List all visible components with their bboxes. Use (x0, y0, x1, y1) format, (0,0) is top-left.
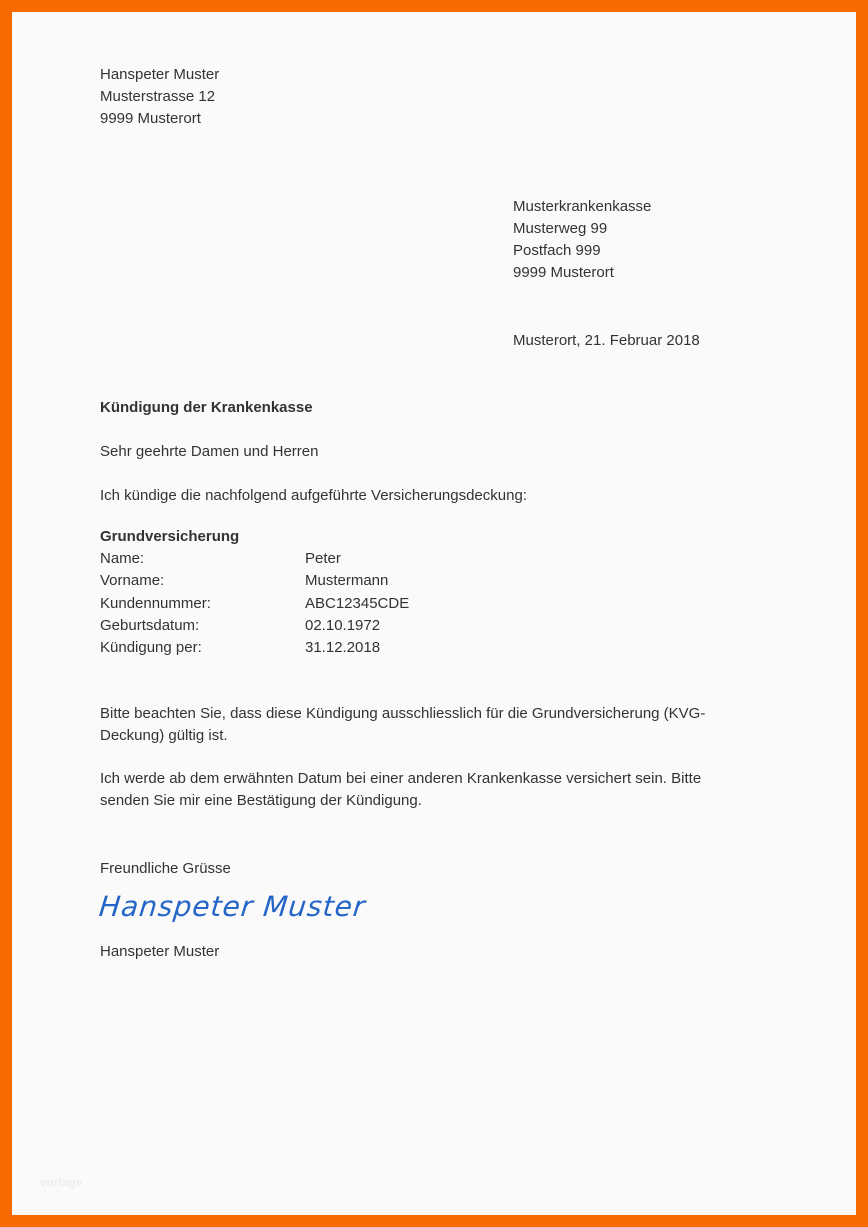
paragraph-confirmation-request: Ich werde ab dem erwähnten Datum bei einer anderen Krankenkasse versichert sein. Bitte senden Sie mir eine Bestätigung der Kündigung. (100, 770, 702, 809)
policy-value: Mustermann (305, 572, 389, 590)
recipient-city: 9999 Musterort (513, 264, 614, 281)
policy-value: ABC12345CDE (305, 594, 410, 612)
paragraph-kvg-note: Bitte beachten Sie, dass diese Kündigung ausschliesslich für die Grundversicherung (KVG-Deckung) gültig ist. (100, 705, 706, 744)
policy-label: Kündigung per: (100, 639, 202, 657)
closing-line: Freundliche Grüsse (100, 860, 231, 877)
salutation: Sehr geehrte Damen und Herren (100, 443, 319, 460)
policy-label: Geburtsdatum: (100, 616, 200, 634)
date-line: Musterort, 21. Februar 2018 (513, 332, 700, 349)
typed-signature-name: Hanspeter Muster (100, 943, 220, 960)
policy-row-kundennummer (100, 593, 409, 615)
intro-sentence: Ich kündige die nachfolgend aufgeführte Versicherungsdeckung: (100, 487, 527, 504)
policy-label: Kundennummer: (100, 594, 211, 612)
policy-value: 02.10.1972 (305, 616, 381, 634)
watermark-text: vorlage (40, 1177, 83, 1189)
recipient-street: Musterweg 99 (513, 220, 608, 237)
recipient-name: Musterkrankenkasse (513, 198, 652, 215)
sender-name: Hanspeter Muster (100, 66, 220, 83)
policy-row-vorname (100, 570, 409, 592)
policy-details-block (100, 526, 409, 659)
policy-value: Peter (305, 550, 341, 567)
recipient-address-block (513, 196, 651, 284)
handwritten-signature: Hanspeter Muster (97, 890, 368, 923)
sender-street: Musterstrasse 12 (100, 88, 216, 105)
policy-heading: Grundversicherung (100, 528, 240, 545)
policy-row-geburtsdatum (100, 615, 409, 637)
subject-line: Kündigung der Krankenkasse (100, 399, 313, 416)
recipient-pobox: Postfach 999 (513, 242, 601, 259)
policy-label: Name: (100, 550, 145, 567)
policy-row-kuendigung-per (100, 637, 409, 659)
policy-label: Vorname: (100, 572, 165, 590)
policy-row-name (100, 548, 409, 570)
policy-value: 31.12.2018 (305, 639, 381, 657)
sender-city: 9999 Musterort (100, 110, 201, 127)
sender-address-block (100, 64, 219, 130)
